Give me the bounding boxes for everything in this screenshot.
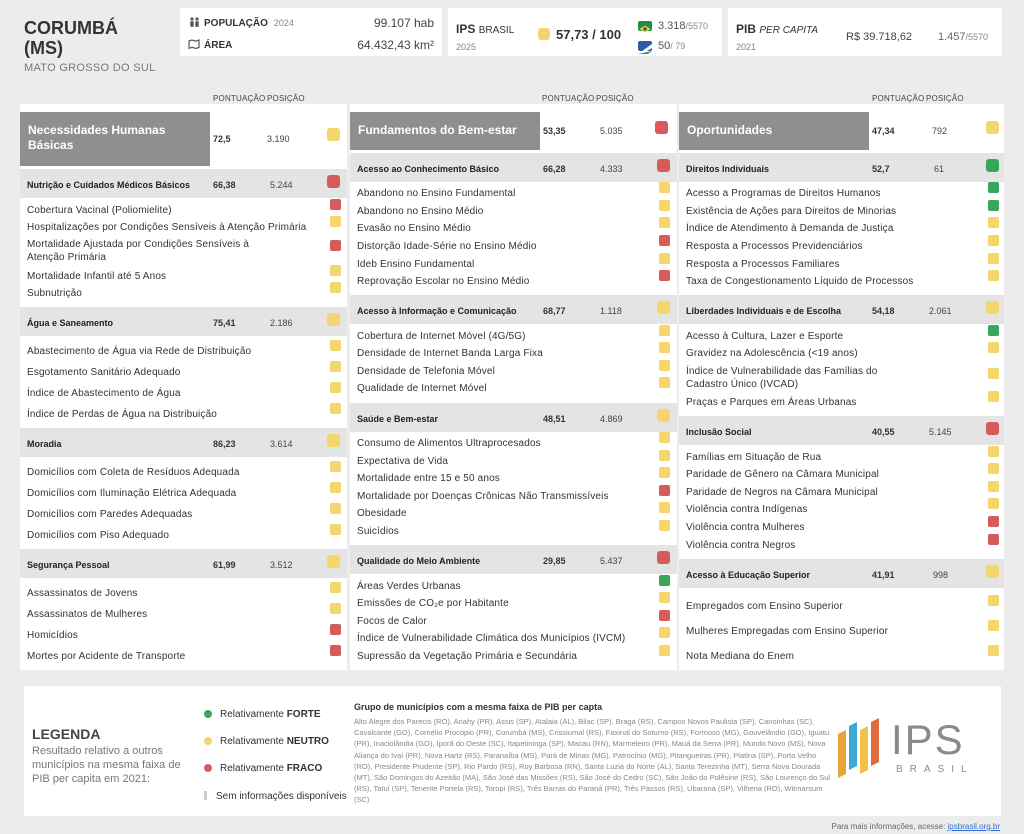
indicator-label: Qualidade de Internet Móvel xyxy=(357,383,487,394)
component-title: Saúde e Bem-estar xyxy=(357,414,439,424)
indicator-label: Expectativa de Vida xyxy=(357,456,449,467)
indicator-label: Violência contra Negros xyxy=(686,540,796,551)
indicator-label: Mortes por Acidente de Transporte xyxy=(27,651,186,662)
indicator-label: Índice de Perdas de Água na Distribuição xyxy=(27,409,218,420)
legend-no-data-marker xyxy=(204,791,207,800)
city-header xyxy=(24,18,174,74)
indicator-status xyxy=(988,446,999,457)
indicator-status xyxy=(988,182,999,193)
indicator-status xyxy=(330,199,341,210)
component-rank: 4.333 xyxy=(600,164,623,174)
legend-panel xyxy=(24,686,1001,816)
rank-header: POSIÇÃO xyxy=(596,94,634,103)
indicator-status xyxy=(330,282,341,293)
footer-link[interactable]: ipsbrasil.org.br xyxy=(947,822,1000,831)
indicator-status xyxy=(988,235,999,246)
dimension-opportunities xyxy=(679,104,1004,150)
legend-strong-label: Relativamente FORTE xyxy=(220,709,321,720)
pib-card xyxy=(728,8,1002,56)
component-nutrition xyxy=(20,169,347,198)
ips-brasil-logo xyxy=(836,714,996,784)
indicator-label: Mortalidade Infantil até 5 Anos xyxy=(27,271,167,282)
indicator-status xyxy=(988,498,999,509)
dimension-status xyxy=(327,128,340,141)
indicator-status xyxy=(988,217,999,228)
footer xyxy=(831,822,1000,831)
component-rank: 4.869 xyxy=(600,414,623,424)
component-status xyxy=(327,175,340,188)
state-flag-icon xyxy=(638,41,652,51)
indicator-label: Mortalidade Ajustada por Condições Sensíveis à Atenção Primária xyxy=(27,239,250,263)
indicator-status xyxy=(330,582,341,593)
legend-weak-label: Relativamente FRACO xyxy=(220,763,323,774)
component-status xyxy=(657,409,670,422)
indicator-status xyxy=(988,270,999,281)
ips-year: 2025 xyxy=(456,42,477,52)
indicator-status xyxy=(659,627,670,638)
indicator-status xyxy=(659,450,670,461)
indicator-label: Famílias em Situação de Rua xyxy=(686,452,822,463)
area-label: ÁREA xyxy=(204,39,233,51)
component-status xyxy=(327,313,340,326)
indicator-status xyxy=(659,217,670,228)
indicator-label: Assassinatos de Jovens xyxy=(27,588,138,599)
indicator-label: Violência contra Mulheres xyxy=(686,522,805,533)
indicator-label: Abandono no Ensino Médio xyxy=(357,206,484,217)
indicator-status xyxy=(330,482,341,493)
indicator-label: Esgotamento Sanitário Adequado xyxy=(27,367,181,378)
indicator-status xyxy=(659,342,670,353)
indicator-status xyxy=(988,516,999,527)
pib-title-suffix: PER CAPITA xyxy=(759,25,819,36)
score-header: PONTUAÇÃO xyxy=(872,94,925,103)
population-value: 99.107 hab xyxy=(373,16,434,30)
component-rank: 1.118 xyxy=(600,306,622,316)
indicator-label: Homicídios xyxy=(27,630,78,641)
component-title: Moradia xyxy=(27,439,62,449)
dimension-wellbeing xyxy=(350,104,677,150)
component-title: Acesso ao Conhecimento Básico xyxy=(357,164,500,174)
population-row xyxy=(188,15,434,31)
indicator-label: Resposta a Processos Previdenciários xyxy=(686,241,863,252)
ips-card xyxy=(448,8,722,56)
indicator-status xyxy=(659,575,670,586)
component-title: Acesso à Informação e Comunicação xyxy=(357,306,517,316)
component-status xyxy=(657,301,670,314)
component-rank: 3.512 xyxy=(270,560,293,570)
indicator-status xyxy=(988,253,999,264)
indicator-status xyxy=(988,325,999,336)
component-individual-rights xyxy=(679,153,1004,182)
score-header: PONTUAÇÃO xyxy=(213,94,266,103)
indicator-status xyxy=(659,200,670,211)
pib-year: 2021 xyxy=(736,42,757,52)
component-inclusion xyxy=(679,416,1004,445)
dimension-title: Necessidades Humanas Básicas xyxy=(20,112,210,166)
area-value: 64.432,43 km² xyxy=(357,38,434,52)
component-score: 54,18 xyxy=(872,306,895,316)
indicator-label: Reprovação Escolar no Ensino Médio xyxy=(357,276,530,287)
indicator-label: Cobertura de Internet Móvel (4G/5G) xyxy=(357,331,526,342)
score-header: PONTUAÇÃO xyxy=(542,94,595,103)
component-rank: 998 xyxy=(933,570,949,580)
component-score: 66,28 xyxy=(543,164,566,174)
city-uf: (MS) xyxy=(24,38,63,58)
component-score: 48,51 xyxy=(543,414,566,424)
indicator-label: Índice de Abastecimento de Água xyxy=(27,388,181,399)
indicator-status xyxy=(988,200,999,211)
indicator-status xyxy=(330,361,341,372)
component-status xyxy=(657,159,670,172)
component-score: 29,85 xyxy=(543,556,566,566)
dimension-score: 47,34 xyxy=(872,126,895,136)
indicator-label: Obesidade xyxy=(357,508,407,519)
component-information xyxy=(350,295,677,324)
component-status xyxy=(327,434,340,447)
indicator-status xyxy=(330,461,341,472)
ips-title: IPS BRASIL xyxy=(456,22,515,36)
dimension-title: Oportunidades xyxy=(679,112,869,150)
indicator-status xyxy=(330,382,341,393)
indicator-label: Resposta a Processos Familiares xyxy=(686,259,840,270)
component-title: Água e Saneamento xyxy=(27,318,114,328)
indicator-status xyxy=(988,645,999,656)
indicator-status xyxy=(988,368,999,379)
indicator-status xyxy=(330,216,341,227)
indicator-status xyxy=(659,360,670,371)
indicator-status xyxy=(659,592,670,603)
indicator-status xyxy=(988,463,999,474)
indicator-label: Domicílios com Iluminação Elétrica Adequada xyxy=(27,488,237,499)
indicator-status xyxy=(659,235,670,246)
indicator-label: Suicídios xyxy=(357,526,399,537)
component-title: Acesso à Educação Superior xyxy=(686,570,811,580)
legend-neutral-label: Relativamente NEUTRO xyxy=(220,736,329,747)
population-year: 2024 xyxy=(273,18,294,28)
indicator-label: Paridade de Negros na Câmara Municipal xyxy=(686,487,878,498)
component-freedoms xyxy=(679,295,1004,324)
indicator-status xyxy=(659,270,670,281)
legend-subtitle: Resultado relativo a outros municípios na mesma faixa de PIB per capita em 2021: xyxy=(32,745,181,785)
indicator-status xyxy=(988,342,999,353)
logo-text: IPS xyxy=(891,716,965,763)
legend-no-data-label: Sem informações disponíveis xyxy=(216,791,347,802)
legend-title: LEGENDA xyxy=(32,726,101,742)
indicator-label: Taxa de Congestionamento Líquido de Processos xyxy=(686,276,914,287)
indicator-status xyxy=(330,265,341,276)
indicator-label: Áreas Verdes Urbanas xyxy=(357,581,461,592)
indicator-status xyxy=(659,467,670,478)
group-municipalities: Alto Alegre dos Parecis (RO), Anahy (PR), Assis (SP), Atalaia (AL), Bilac (SP), Braga (RS), Campos Novos Paulista (SP), Canoinhas (SC), Cavalcante (GO), Cornélio Procópio (PR), Corumbá (MS), Crissiumal (RS), Faxinal do Soturno (RS), Formoso (MG), Gouvelândio (GO), Iguatu (PR), Inaciolândia (GO), Iporã do Oeste (SC), Itapetininga (SP), Macau (RN), Marmeleiro (PR), Mauá da Serra (PR), Mundo Novo (MS), Nova Aliança do Ivaí (PR), Nova Hartz (RS), Paranaíba (MS), Pará de Minas (MG), Patrocínio (MG), Pitangueiras (PR), Platina (SP), Porto Velho (RO), Presidente Prudente (SP), Rio Pardo (RS), Ruy Barbosa (RN), Santa Luzia do Norte (AL), Santa Terezinha (MT), Serra Nova Dourada (MT), São Domingos do Azeitão (MA), São José das Missões (RS), São José do Cedro (SC), São João do Polêsine (RS), São Lourenço do Sul (RS), Tatuí (SP), Tenente Portela (RS), Toropi (RS), Três Barras do Paraná (PR), Três Passos (RS), Ubarana (SP), Vilhena (RO), Witmarsum (SC) xyxy=(354,717,831,805)
indicator-label: Nota Mediana do Enem xyxy=(686,651,795,662)
component-title: Segurança Pessoal xyxy=(27,560,110,570)
indicator-label: Consumo de Alimentos Ultraprocesados xyxy=(357,438,541,449)
component-title: Nutrição e Cuidados Médicos Básicos xyxy=(27,180,191,190)
ips-score: 57,73 / 100 xyxy=(556,27,622,42)
ips-rank-state: 50/ 79 xyxy=(658,40,686,52)
component-knowledge xyxy=(350,153,677,182)
population-label: POPULAÇÃO xyxy=(204,17,268,29)
indicator-label: Domicílios com Coleta de Resíduos Adequada xyxy=(27,467,240,478)
population-area-card xyxy=(180,8,442,56)
component-environment xyxy=(350,545,677,574)
indicator-label: Cobertura Vacinal (Poliomielite) xyxy=(27,205,172,216)
indicator-label: Densidade de Internet Banda Larga Fixa xyxy=(357,348,543,359)
indicator-label: Hospitalizações por Condições Sensíveis à Atenção Primária xyxy=(27,222,307,233)
component-rank: 5.145 xyxy=(929,427,952,437)
component-status xyxy=(986,301,999,314)
city-state: MATO GROSSO DO SUL xyxy=(24,62,156,74)
indicator-label: Abastecimento de Água via Rede de Distribuição xyxy=(27,346,252,357)
legend-neutral-dot xyxy=(204,737,212,745)
component-health xyxy=(350,403,677,432)
indicator-status xyxy=(659,325,670,336)
people-icon xyxy=(188,17,200,30)
legend-strong-dot xyxy=(204,710,212,718)
dimension-status xyxy=(986,121,999,134)
indicator-label: Domicílios com Piso Adequado xyxy=(27,530,170,541)
indicator-status xyxy=(330,503,341,514)
component-title: Liberdades Individuais e de Escolha xyxy=(686,306,842,316)
indicator-label: Empregados com Ensino Superior xyxy=(686,601,843,612)
component-status xyxy=(657,551,670,564)
indicator-label: Paridade de Gênero na Câmara Municipal xyxy=(686,469,880,480)
component-score: 61,99 xyxy=(213,560,236,570)
pib-title: PIB PER CAPITA xyxy=(736,22,819,36)
indicator-label: Violência contra Indígenas xyxy=(686,504,808,515)
indicator-status xyxy=(330,524,341,535)
component-score: 66,38 xyxy=(213,180,236,190)
indicator-label: Supressão da Vegetação Primária e Secundária xyxy=(357,651,578,662)
indicator-label: Índice de Vulnerabilidade Climática dos Municípios (IVCM) xyxy=(357,633,626,644)
component-status xyxy=(986,159,999,172)
component-status xyxy=(986,422,999,435)
indicator-label: Abandono no Ensino Fundamental xyxy=(357,188,516,199)
indicator-label: Focos de Calor xyxy=(357,616,427,627)
group-title: Grupo de municípios com a mesma faixa de PIB per capta xyxy=(354,702,603,712)
indicator-label: Índice de Atendimento à Demanda de Justiça xyxy=(686,223,894,234)
indicator-label: Domicílios com Paredes Adequadas xyxy=(27,509,193,520)
indicator-label: Mortalidade entre 15 e 50 anos xyxy=(357,473,500,484)
rank-header: POSIÇÃO xyxy=(267,94,305,103)
indicator-label: Praças e Parques em Áreas Urbanas xyxy=(686,397,857,408)
indicator-label: Gravidez na Adolescência (<19 anos) xyxy=(686,348,858,359)
component-status xyxy=(986,565,999,578)
component-status xyxy=(327,555,340,568)
component-score: 52,7 xyxy=(872,164,890,174)
dimension-rank: 3.190 xyxy=(267,134,290,144)
pib-value: R$ 39.718,62 xyxy=(846,31,913,43)
indicator-label: Mulheres Empregadas com Ensino Superior xyxy=(686,626,889,637)
indicator-label: Densidade de Telefonia Móvel xyxy=(357,366,495,377)
component-title: Inclusão Social xyxy=(686,427,752,437)
component-security xyxy=(20,549,347,578)
dimension-score: 53,35 xyxy=(543,126,566,136)
indicator-status xyxy=(659,377,670,388)
component-title: Direitos Individuais xyxy=(686,164,770,174)
dimension-status xyxy=(655,121,668,134)
logo-subtext: BRASIL xyxy=(896,764,974,775)
indicator-status xyxy=(659,253,670,264)
component-rank: 2.186 xyxy=(270,318,293,328)
indicator-status xyxy=(659,182,670,193)
dimension-title: Fundamentos do Bem-estar xyxy=(350,112,540,150)
dimension-rank: 792 xyxy=(932,126,948,136)
component-score: 41,91 xyxy=(872,570,895,580)
brazil-flag-icon xyxy=(638,21,652,31)
component-title: Qualidade do Meio Ambiente xyxy=(357,556,481,566)
component-housing xyxy=(20,428,347,457)
indicator-label: Mortalidade por Doenças Crônicas Não Transmissíveis xyxy=(357,491,609,502)
indicator-label: Existência de Ações para Direitos de Minorias xyxy=(686,206,897,217)
component-score: 75,41 xyxy=(213,318,236,328)
indicator-status xyxy=(330,403,341,414)
indicator-label: Evasão no Ensino Médio xyxy=(357,223,471,234)
component-score: 86,23 xyxy=(213,439,236,449)
indicator-status xyxy=(988,534,999,545)
legend-weak-dot xyxy=(204,764,212,772)
indicator-status xyxy=(659,645,670,656)
area-row xyxy=(188,37,434,53)
indicator-label: Acesso à Cultura, Lazer e Esporte xyxy=(686,331,844,342)
indicator-label: Distorção Idade-Série no Ensino Médio xyxy=(357,241,537,252)
indicator-status xyxy=(330,624,341,635)
indicator-status xyxy=(659,432,670,443)
component-rank: 61 xyxy=(934,164,945,174)
component-higher-education xyxy=(679,559,1004,588)
indicator-status xyxy=(330,340,341,351)
dimension-score: 72,5 xyxy=(213,134,231,144)
indicator-status xyxy=(659,520,670,531)
component-rank: 5.244 xyxy=(270,180,293,190)
indicator-status xyxy=(330,645,341,656)
indicator-status xyxy=(988,595,999,606)
component-rank: 3.614 xyxy=(270,439,293,449)
dimension-basic-needs xyxy=(20,104,347,150)
indicator-status xyxy=(988,391,999,402)
dimension-rank: 5.035 xyxy=(600,126,623,136)
indicator-label: Ideb Ensino Fundamental xyxy=(357,259,475,270)
map-icon xyxy=(188,39,200,52)
rank-header: POSIÇÃO xyxy=(926,94,964,103)
indicator-label: Emissões de CO₂e por Habitante xyxy=(357,598,509,609)
indicator-status xyxy=(659,610,670,621)
city-name: CORUMBÁ xyxy=(24,18,118,38)
component-score: 40,55 xyxy=(872,427,895,437)
indicator-status xyxy=(988,481,999,492)
component-rank: 2.061 xyxy=(929,306,952,316)
ips-rank-brazil: 3.318/5570 xyxy=(658,20,709,32)
component-rank: 5.437 xyxy=(600,556,623,566)
ips-status-square xyxy=(538,28,550,40)
indicator-status xyxy=(330,603,341,614)
indicator-label: Assassinatos de Mulheres xyxy=(27,609,148,620)
component-water xyxy=(20,307,347,336)
pib-rank: 1.457/5570 xyxy=(938,31,989,43)
indicator-status xyxy=(659,502,670,513)
indicator-status xyxy=(988,620,999,631)
indicator-label: Índice de Vulnerabilidade das Famílias do Cadastro Único (IVCAD) xyxy=(686,366,878,390)
footer-text: Para mais informações, acesse: xyxy=(831,822,948,831)
ips-title-suffix: BRASIL xyxy=(478,25,515,36)
indicator-status xyxy=(659,485,670,496)
component-score: 68,77 xyxy=(543,306,566,316)
indicator-status xyxy=(330,240,341,251)
indicator-label: Subnutrição xyxy=(27,288,83,299)
indicator-label: Acesso a Programas de Direitos Humanos xyxy=(686,188,881,199)
